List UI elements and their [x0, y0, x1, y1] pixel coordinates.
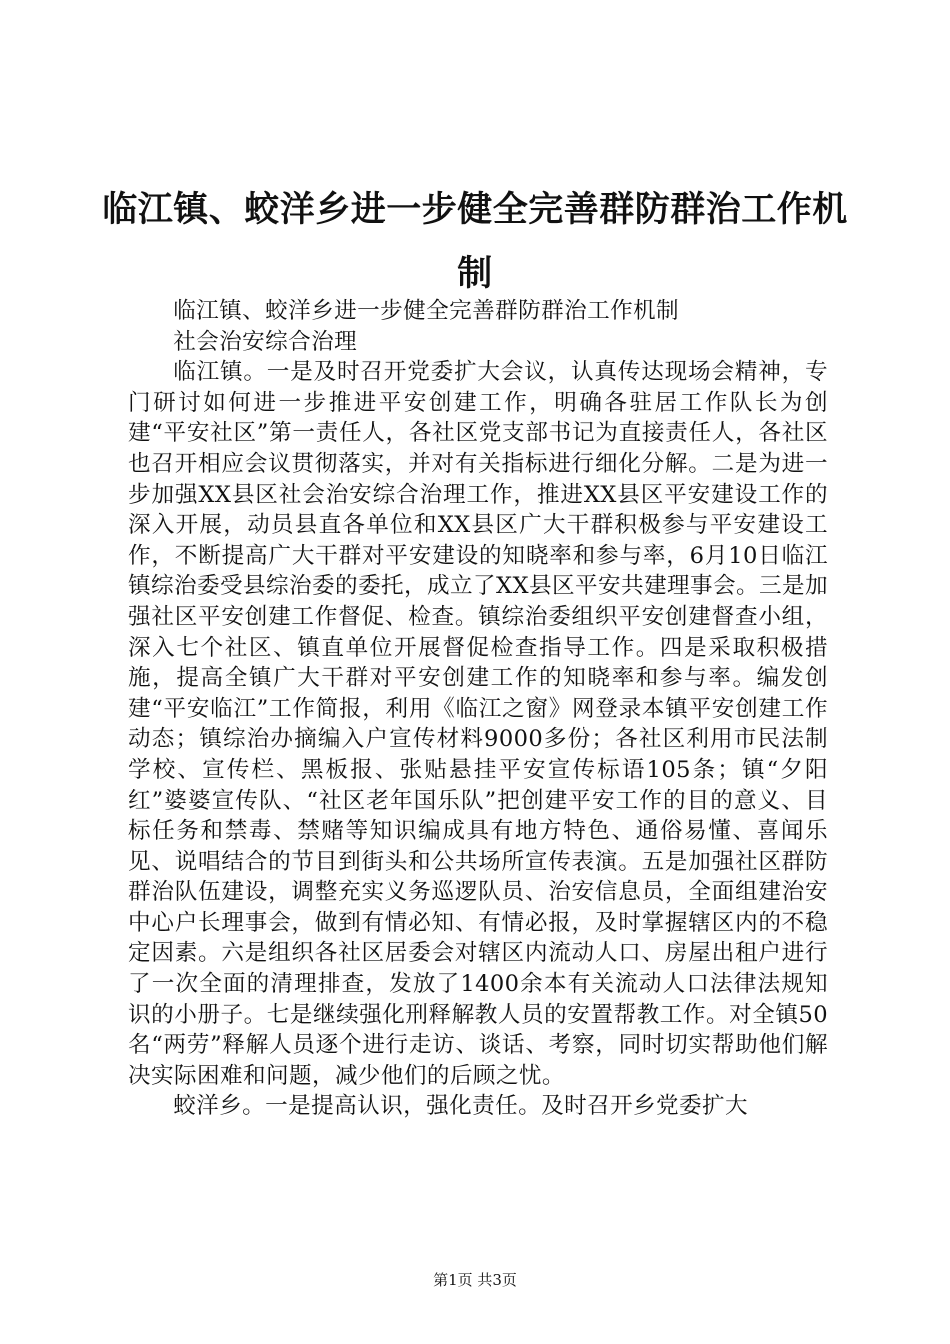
body-paragraph-category: 社会治安综合治理 — [173, 328, 358, 355]
body-paragraph-linjiang: 临江镇。一是及时召开党委扩大会议，认真传达现场会精神，专门研讨如何进一步推进平安创建工作，明确各驻居工作队长为创建“平安社区”第一责任人，各社区党支部书记为直接责任人，各社区也召开相应会议贯彻落实，并对有关指标进行细化分解。二是为进一步加强XX县区社会治安综合治理工作，推进XX县区平安建设工作的深入开展，动员县直各单位和XX县区广大干群积极参与平安建设工作，不断提高广大干群对平安建设的知晓率和参与率，6月10日临江镇综治委受县综治委的委托，成立了XX县区平安共建理事会。三是加强社区平安创建工作督促、检查。镇综治委组织平安创建督查小组，深入七个社区、镇直单位开展督促检查指导工作。四是采取积极措施，提高全镇广大干群对平安创建工作的知晓率和参与率。编发创建“平安临江”工作简报，利用《临江之窗》网登录本镇平安创建工作动态；镇综治办摘编入户宣传材料9000多份；各社区利用市民法制学校、宣传栏、黑板报、张贴悬挂平安宣传标语105条；镇“夕阳红”婆婆宣传队、“社区老年国乐队”把创建平安工作的目的意义、目标任务和禁毒、禁赌等知识编成具有地方特色、通俗易懂、喜闻乐见、说唱结合的节目到街头和公共场所宣传表演。五是加强社区群防群治队伍建设，调整充实义务巡逻队员、治安信息员，全面组建治安中心户长理事会，做到有情必知、有情必报，及时掌握辖区内的不稳定因素。六是组织各社区居委会对辖区内流动人口、房屋出租户进行了一次全面的清理排查，发放了1400余本有关流动人口法律法规知识的小册子。七是继续强化刑释解教人员的安置帮教工作。对全镇50名“两劳”释解人员逐个进行走访、谈话、考察，同时切实帮助他们解决实际困难和问题，减少他们的后顾之忧。 — [128, 359, 828, 1089]
body-paragraph-subtitle: 临江镇、蛟洋乡进一步健全完善群防群治工作机制 — [173, 298, 680, 324]
body-paragraph-jiaoyang: 蛟洋乡。一是提高认识，强化责任。及时召开乡党委扩大 — [173, 1093, 749, 1120]
page-number-footer: 第1页 共3页 — [433, 1271, 517, 1289]
document-title: 临江镇、蛟洋乡进一步健全完善群防群治工作机制 — [102, 190, 848, 294]
document-body — [128, 296, 828, 1122]
